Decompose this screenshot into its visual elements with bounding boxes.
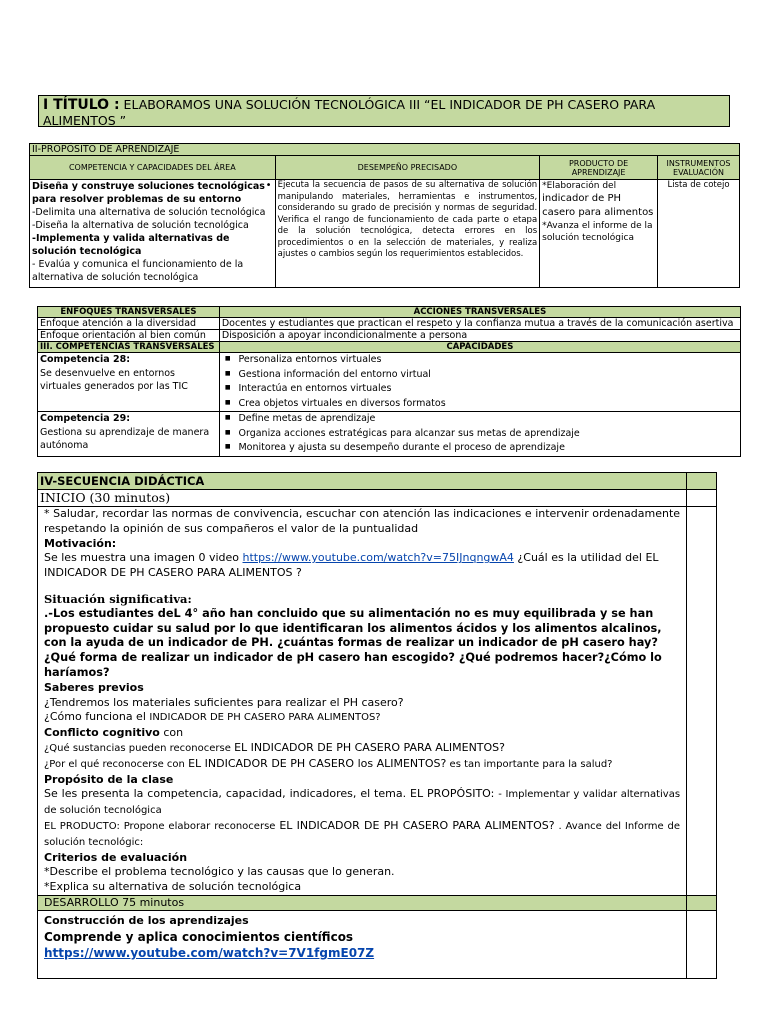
competencia-29-title: Competencia 29: [40,413,131,424]
header-instrumentos: INSTRUMENTOS EVALUACIÓN [658,156,740,180]
inicio-label: INICIO (30 minutos) [38,490,687,507]
list-item: ■ Monitorea y ajusta su desempeño durante el proceso de aprendizaje [222,441,738,456]
criterio-1: *Describe el problema tecnológico y las causas que lo generan. [44,865,395,879]
criterios-title: Criterios de evaluación [44,850,188,864]
list-item: ■ Personaliza entornos virtuales [222,353,738,368]
secuencia-table [37,472,717,979]
capacidades-29-list [222,412,738,456]
producto-1: *Elaboración del [542,181,617,191]
list-item: ■ Gestiona información del entorno virtual [222,368,738,383]
desempeno-text: Ejecuta la secuencia de pasos de su alternativa de solución manipulando materiales, herramientas e instrumentos, considerando su grado de precisión y normas de seguridad. Verifica el rango de funcionamiento de cada parte o etapa de la solución tecnológica, detecta errores en los procedimientos o en la selección de materiales, y realiza ajustes o cambios según los requerimientos establecidos. [277,180,538,259]
motivacion-pre: Se les muestra una imagen 0 video [44,551,243,565]
proposito-clase-title: Propósito de la clase [44,772,174,786]
accion-2: Disposición a apoyar incondicionalmente a persona [219,330,740,342]
title-box [38,95,730,127]
proposito-clase-b: - Implementar y validar alternativas de solución tecnológica [44,789,681,817]
conflicto-q1 [44,741,680,757]
header-enfoques: ENFOQUES TRANSVERSALES [38,307,220,318]
desarrollo-content [38,910,687,978]
desarrollo-label: DESARROLLO 75 minutos [38,895,687,910]
conflicto-q2-b: EL INDICADOR DE PH CASERO los ALIMENTOS? [188,756,447,770]
conflicto-q2-c: es tan importante para la salud? [446,758,613,770]
transversales-table [37,306,741,457]
capacidades-28-list [222,353,738,411]
motivacion-video-link[interactable]: https://www.youtube.com/watch?v=75IJnqngwA4 [242,551,514,565]
capacidad-3: -Implementa y valida alternativas de solución tecnológica [32,233,230,257]
list-item: ■ Define metas de aprendizaje [222,412,738,427]
saberes-q2-b: INDICADOR DE PH CASERO PARA ALIMENTOS? [149,712,381,724]
enfoque-2: Enfoque orientación al bien común [38,330,220,342]
competencia-28-cell [38,353,220,412]
conflicto-q1-b: EL INDICADOR DE PH CASERO PARA ALIMENTOS? [234,740,505,754]
producto-cell [540,180,658,288]
header-acciones: ACCIONES TRANSVERSALES [219,307,740,318]
motivacion-text [44,551,680,581]
inicio-aside [687,490,717,507]
desarrollo-link-line [44,945,680,961]
capacidad-1: -Delimita una alternativa de solución tecnológica [32,207,266,218]
secuencia-header: IV-SECUENCIA DIDÁCTICA [38,473,687,490]
header-competencias-transversales: III. COMPETENCIAS TRANSVERSALES [38,342,220,353]
desempeno-cell [265,180,540,288]
inicio-content-aside [687,507,717,896]
proposito-clase-a: Se les presenta la competencia, capacidad, indicadores, el tema. EL PROPÓSITO: [44,787,499,801]
competencia-28-text: Se desenvuelve en entornos virtuales generados por las TIC [40,367,188,392]
list-item: ■ Crea objetos virtuales en diversos formatos [222,397,738,412]
spacer [44,581,680,592]
capacidades-28-cell [219,353,740,412]
header-capacidades: CAPACIDADES [219,342,740,353]
saberes-q2 [44,710,680,726]
header-producto: PRODUCTO DE APRENDIZAJE [540,156,658,180]
instrumento-cell: Lista de cotejo [658,180,740,288]
desarrollo-aside [687,895,717,910]
producto-a: EL PRODUCTO: Propone elaborar reconocerse [44,820,280,832]
header-competencia: COMPETENCIA Y CAPACIDADES DEL ÁREA [30,156,276,180]
secuencia-header-aside [687,473,717,490]
competencia-29-cell [38,412,220,457]
competencia-main: Diseña y construye soluciones tecnológicas para resolver problemas de su entorno [32,181,265,205]
desarrollo-video-link[interactable]: https://www.youtube.com/watch?v=7V1fgmE07Z [44,945,375,960]
producto-b: EL INDICADOR DE PH CASERO PARA ALIMENTOS? [279,818,555,832]
header-desempeno: DESEMPEÑO PRECISADO [275,156,540,180]
producto-c: . Avance del Informe de solución tecnológic: [44,820,681,848]
conflicto-title: Conflicto cognitivo [44,726,160,740]
saberes-q1: ¿Tendremos los materiales suficientes para realizar el PH casero? [44,695,404,709]
producto-3: *Avanza el informe de la solución tecnológica [542,221,653,243]
criterio-2: *Explica su alternativa de solución tecnológica [44,880,302,894]
saludo-text: * Saludar, recordar las normas de convivencia, escuchar con atención las indicaciones e intervenir ordenadamente respetando la opinión de sus compañeros el valor de la puntualidad [44,507,681,535]
proposito-table [29,143,740,288]
producto-2: indicador de PH casero para alimentos [542,193,654,218]
competencia-28-title: Competencia 28: [40,354,131,365]
conflicto-line [44,726,680,741]
title-prefix: I TÍTULO : [43,97,120,113]
bullet-icon: • [265,180,272,191]
enfoque-1: Enfoque atención a la diversidad [38,318,220,330]
inicio-content [38,507,687,896]
proposito-section-title: II-PROPÓSITO DE APRENDIZAJE [30,144,740,156]
conflicto-q2-a: ¿Por el qué reconocerse con [44,758,189,770]
saberes-q2-a: ¿Cómo funciona el [44,710,150,724]
motivacion-question: ¿Cuál es la utilidad del EL INDICADOR DE PH CASERO PARA ALIMENTOS ? [44,551,659,580]
competencia-cell [30,180,276,288]
list-item: ■ Interactúa en entornos virtuales [222,382,738,397]
desarrollo-content-aside [687,910,717,978]
situacion-title: Situación significativa: [44,591,192,606]
producto-text [44,819,680,851]
title-text: ELABORAMOS UNA SOLUCIÓN TECNOLÓGICA III “EL INDICADOR DE PH CASERO PARA ALIMENTOS ” [43,97,656,128]
competencia-29-text: Gestiona su aprendizaje de manera autónoma [40,426,210,451]
capacidad-2: -Diseña la alternativa de solución tecnológica [32,220,249,231]
conflicto-con: con [159,726,184,740]
situacion-text: .-Los estudiantes deL 4° año han concluido que su alimentación no es muy equilibrada y se han propuesto cuidar su salud por lo que identificaran los alimentos ácidos y los alimentos alcalinos, con la ayuda de un indicador de PH. ¿cuántas formas de realizar un indicador de pH casero hay? ¿Qué forma de realizar un indicador de pH casero han escogido? ¿Qué podremos hacer?¿Cómo lo haríamos? [44,606,662,679]
accion-1: Docentes y estudiantes que practican el respeto y la confianza mutua a través de la comunicación asertiva [219,318,740,330]
conflicto-q2 [44,757,680,773]
comprende-title: Comprende y aplica conocimientos científicos [44,929,354,944]
list-item: ■ Organiza acciones estratégicas para alcanzar sus metas de aprendizaje [222,427,738,442]
saberes-title: Saberes previos [44,680,144,694]
proposito-clase-text [44,787,680,819]
capacidades-29-cell [219,412,740,457]
construccion-title: Construcción de los aprendizajes [44,913,249,927]
motivacion-title: Motivación: [44,536,117,550]
capacidad-4: - Evalúa y comunica el funcionamiento de la alternativa de solución tecnológica [32,259,244,283]
conflicto-q1-a: ¿Qué sustancias pueden reconocerse [44,742,235,754]
